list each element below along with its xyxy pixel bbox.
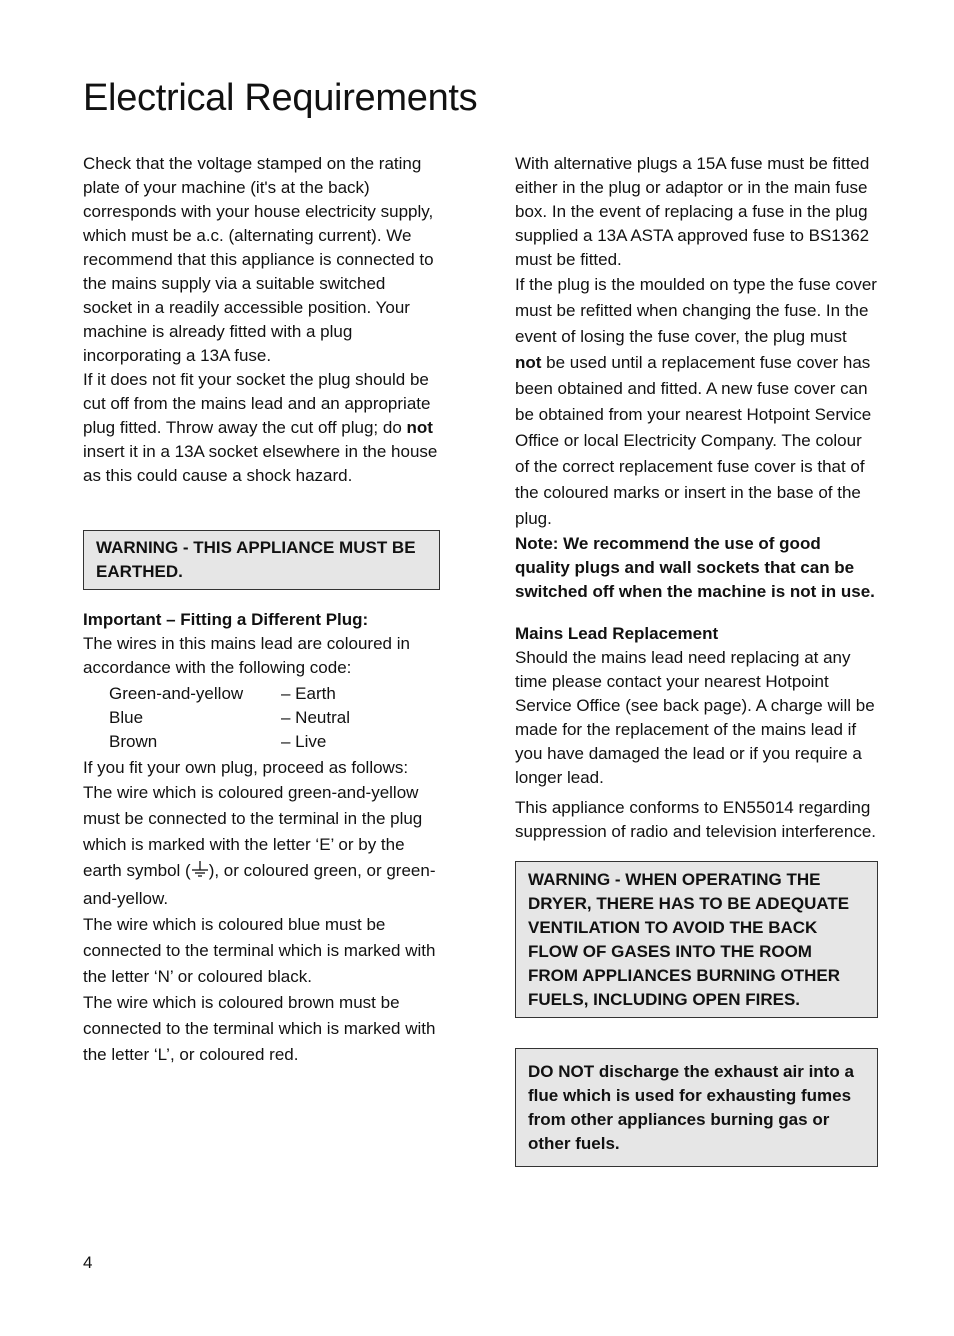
earth-wire-text-end: ), or coloured green, or green-and-yellow. bbox=[83, 861, 436, 908]
page-number: 4 bbox=[83, 1253, 93, 1272]
table-row bbox=[109, 682, 350, 706]
warning-ventilation-box bbox=[515, 861, 878, 1018]
wire-meaning: – Live bbox=[281, 732, 327, 751]
cutoff-text-start: If it does not fit your socket the plug should be cut off from the mains lead and an appropriate plug fitted. Throw away the cut off plug; do bbox=[83, 370, 431, 437]
note-paragraph bbox=[515, 532, 877, 604]
table-row bbox=[109, 730, 350, 754]
cutoff-plug-paragraph bbox=[83, 368, 439, 488]
warning-ventilation-text: WARNING - WHEN OPERATING THE DRYER, THERE HAS TO BE ADEQUATE VENTILATION TO AVOID THE BACK FLOW OF GASES INTO THE ROOM FROM APPLIANCES BURNING OTHER FUELS, INCLUDING OPEN FIRES. bbox=[528, 870, 850, 1009]
warning-earthed-text: WARNING - THIS APPLIANCE MUST BE EARTHED. bbox=[96, 538, 416, 581]
wire-code-table bbox=[109, 682, 350, 754]
wire-meaning: – Earth bbox=[281, 684, 336, 703]
earth-wire-paragraph bbox=[83, 780, 439, 912]
mains-lead-heading: Mains Lead Replacement bbox=[515, 624, 719, 643]
moulded-text-start: If the plug is the moulded on type the fuse cover must be refitted when changing the fuse. In the event of losing the fuse cover, the plug must bbox=[515, 275, 877, 346]
earth-ground-icon bbox=[191, 860, 209, 886]
right-column bbox=[515, 152, 877, 1167]
table-row bbox=[109, 706, 350, 730]
conformity-paragraph: This appliance conforms to EN55014 regarding suppression of radio and television interference. bbox=[515, 798, 876, 841]
wire-meaning: – Neutral bbox=[281, 708, 350, 727]
page-title: Electrical Requirements bbox=[83, 77, 478, 119]
wire-colour: Brown bbox=[109, 732, 158, 751]
earth-wire-text-start: The wire which is coloured green-and-yellow must be connected to the terminal in the plug which is marked with the letter ‘E’ or by the earth symbol ( bbox=[83, 783, 423, 880]
warning-earthed-box bbox=[83, 530, 440, 590]
wire-colour: Green-and-yellow bbox=[109, 684, 244, 703]
own-plug-intro: If you fit your own plug, proceed as follows: bbox=[83, 758, 409, 777]
live-wire-paragraph: The wire which is coloured brown must be connected to the terminal which is marked with the letter ‘L’, or coloured red. bbox=[83, 993, 436, 1064]
plug-heading: Important – Fitting a Different Plug: bbox=[83, 610, 369, 629]
moulded-emphasis: not bbox=[515, 353, 542, 372]
cutoff-text-end: insert it in a 13A socket elsewhere in the house as this could cause a shock hazard. bbox=[83, 442, 438, 485]
warning-exhaust-text: DO NOT discharge the exhaust air into a flue which is used for exhausting fumes from other appliances burning gas or other fuels. bbox=[528, 1062, 854, 1153]
note-text: Note: We recommend the use of good quality plugs and wall sockets that can be switched off when the machine is not in use. bbox=[515, 534, 875, 601]
cutoff-emphasis: not bbox=[406, 418, 433, 437]
moulded-plug-paragraph bbox=[515, 272, 877, 532]
voltage-paragraph: Check that the voltage stamped on the rating plate of your machine (it's at the back) corresponds with your house electricity supply, which must be a.c. (alternating current). We recommend that this appliance is connected to the mains supply via a suitable switched socket in a readily accessible position. Your machine is already fitted with a plug incorporating a 13A fuse. bbox=[83, 154, 434, 365]
left-column bbox=[83, 152, 439, 1068]
wire-colour: Blue bbox=[109, 708, 144, 727]
alternative-plugs-paragraph: With alternative plugs a 15A fuse must be fitted either in the plug or adaptor or in the main fuse box. In the event of replacing a fuse in the plug supplied a 13A ASTA approved fuse to BS1362 must be fitted. bbox=[515, 154, 870, 269]
warning-exhaust-box bbox=[515, 1048, 878, 1167]
neutral-wire-paragraph: The wire which is coloured blue must be connected to the terminal which is marked with the letter ‘N’ or coloured black. bbox=[83, 915, 436, 986]
moulded-text-end: be used until a replacement fuse cover has been obtained and fitted. A new fuse cover can be obtained from your nearest Hotpoint Service Office or local Electricity Company. The colour of the correct replacement fuse cover is that of the coloured marks or insert in the base of the plug. bbox=[515, 353, 872, 528]
wires-intro: The wires in this mains lead are coloured in accordance with the following code: bbox=[83, 634, 410, 677]
mains-lead-paragraph: Should the mains lead need replacing at any time please contact your nearest Hotpoint Service Office (see back page). A charge will be made for the replacement of the mains lead if you have damaged the lead or if you require a longer lead. bbox=[515, 648, 875, 787]
